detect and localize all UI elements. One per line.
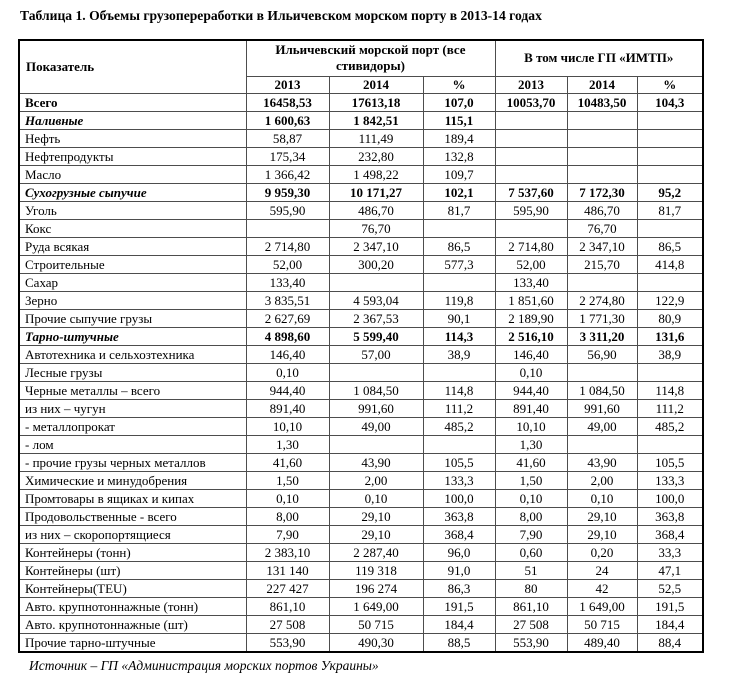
cell-port-2013: 8,00 xyxy=(246,507,329,525)
row-label: Химические и минудобрения xyxy=(19,471,246,489)
cell-imtp-percent: 100,0 xyxy=(637,489,703,507)
cell-port-percent: 368,4 xyxy=(423,525,495,543)
table-row xyxy=(19,183,703,201)
cell-port-2014: 2 367,53 xyxy=(329,309,423,327)
cell-port-2013: 58,87 xyxy=(246,129,329,147)
cell-imtp-2014: 3 311,20 xyxy=(567,327,637,345)
row-label: - лом xyxy=(19,435,246,453)
table-row xyxy=(19,147,703,165)
cell-port-2014: 1 842,51 xyxy=(329,111,423,129)
column-header-imtp-percent: % xyxy=(637,76,703,93)
cell-imtp-percent xyxy=(637,273,703,291)
cell-imtp-2013 xyxy=(495,111,567,129)
table-row xyxy=(19,165,703,183)
cell-imtp-2014 xyxy=(567,273,637,291)
cell-imtp-2013: 0,10 xyxy=(495,363,567,381)
cell-port-2013: 944,40 xyxy=(246,381,329,399)
row-label: Нефтепродукты xyxy=(19,147,246,165)
cell-port-percent: 363,8 xyxy=(423,507,495,525)
cell-imtp-2014 xyxy=(567,165,637,183)
cell-port-2013: 4 898,60 xyxy=(246,327,329,345)
cell-imtp-2014 xyxy=(567,111,637,129)
cell-imtp-2013: 133,40 xyxy=(495,273,567,291)
cell-port-2014: 991,60 xyxy=(329,399,423,417)
cell-imtp-2014 xyxy=(567,129,637,147)
table-row xyxy=(19,471,703,489)
cell-port-2014: 232,80 xyxy=(329,147,423,165)
cell-port-2014: 111,49 xyxy=(329,129,423,147)
cell-imtp-2013: 1,50 xyxy=(495,471,567,489)
cell-imtp-2014: 29,10 xyxy=(567,525,637,543)
cell-port-percent: 485,2 xyxy=(423,417,495,435)
cell-port-2014: 196 274 xyxy=(329,579,423,597)
cell-imtp-2013: 7,90 xyxy=(495,525,567,543)
cell-imtp-2013: 10,10 xyxy=(495,417,567,435)
cell-imtp-2013: 553,90 xyxy=(495,633,567,652)
cell-imtp-2014: 2 274,80 xyxy=(567,291,637,309)
table-row xyxy=(19,525,703,543)
column-group-port-all-stevedores: Ильичевский морской порт (все стивидоры) xyxy=(246,40,495,76)
cell-imtp-2014: 1 649,00 xyxy=(567,597,637,615)
row-label: Авто. крупнотоннажные (шт) xyxy=(19,615,246,633)
cell-port-percent: 105,5 xyxy=(423,453,495,471)
cell-imtp-percent: 88,4 xyxy=(637,633,703,652)
table-row xyxy=(19,237,703,255)
table-row xyxy=(19,633,703,652)
cell-imtp-percent: 80,9 xyxy=(637,309,703,327)
row-label: Сухогрузные сыпучие xyxy=(19,183,246,201)
cell-imtp-2013: 27 508 xyxy=(495,615,567,633)
group-header-row xyxy=(19,40,703,76)
cell-imtp-2014: 56,90 xyxy=(567,345,637,363)
cell-port-percent: 86,5 xyxy=(423,237,495,255)
cell-port-2014: 29,10 xyxy=(329,525,423,543)
cell-port-percent xyxy=(423,273,495,291)
cell-port-2013: 146,40 xyxy=(246,345,329,363)
cell-port-2014: 49,00 xyxy=(329,417,423,435)
cell-port-2014: 50 715 xyxy=(329,615,423,633)
cell-port-percent: 86,3 xyxy=(423,579,495,597)
cell-imtp-2014: 0,10 xyxy=(567,489,637,507)
cell-imtp-2014 xyxy=(567,363,637,381)
cell-port-2013: 133,40 xyxy=(246,273,329,291)
table-row xyxy=(19,219,703,237)
cell-imtp-percent: 363,8 xyxy=(637,507,703,525)
table-row xyxy=(19,291,703,309)
table-row xyxy=(19,561,703,579)
table-row xyxy=(19,201,703,219)
row-label: Руда всякая xyxy=(19,237,246,255)
cell-port-2013: 891,40 xyxy=(246,399,329,417)
cell-port-2013: 3 835,51 xyxy=(246,291,329,309)
row-label: Наливные xyxy=(19,111,246,129)
column-group-imtp: В том числе ГП «ИМТП» xyxy=(495,40,703,76)
cell-imtp-2014: 489,40 xyxy=(567,633,637,652)
cell-imtp-2014 xyxy=(567,435,637,453)
column-header-imtp-2014: 2014 xyxy=(567,76,637,93)
cell-port-percent: 90,1 xyxy=(423,309,495,327)
cell-port-2013: 1 600,63 xyxy=(246,111,329,129)
row-label: Черные металлы – всего xyxy=(19,381,246,399)
table-row xyxy=(19,255,703,273)
cell-imtp-2013 xyxy=(495,219,567,237)
cell-imtp-2014: 2 347,10 xyxy=(567,237,637,255)
cell-port-2013: 1 366,42 xyxy=(246,165,329,183)
cell-imtp-percent: 38,9 xyxy=(637,345,703,363)
cell-imtp-2013 xyxy=(495,147,567,165)
table-row xyxy=(19,381,703,399)
cell-imtp-2013 xyxy=(495,129,567,147)
cell-port-percent: 38,9 xyxy=(423,345,495,363)
cell-imtp-2013: 7 537,60 xyxy=(495,183,567,201)
cell-imtp-percent: 86,5 xyxy=(637,237,703,255)
cell-port-2013: 595,90 xyxy=(246,201,329,219)
cell-imtp-2013: 944,40 xyxy=(495,381,567,399)
cell-imtp-2014 xyxy=(567,147,637,165)
cell-imtp-percent xyxy=(637,165,703,183)
table-row xyxy=(19,597,703,615)
cell-port-2013: 131 140 xyxy=(246,561,329,579)
cell-imtp-2013: 1 851,60 xyxy=(495,291,567,309)
cell-port-2013: 861,10 xyxy=(246,597,329,615)
cell-imtp-percent: 114,8 xyxy=(637,381,703,399)
cell-port-2013: 1,30 xyxy=(246,435,329,453)
cell-imtp-percent: 485,2 xyxy=(637,417,703,435)
cell-port-2014: 300,20 xyxy=(329,255,423,273)
row-label: Кокс xyxy=(19,219,246,237)
cell-port-percent: 577,3 xyxy=(423,255,495,273)
row-label: из них – чугун xyxy=(19,399,246,417)
row-label: Нефть xyxy=(19,129,246,147)
cell-imtp-2014: 0,20 xyxy=(567,543,637,561)
table-row xyxy=(19,435,703,453)
cell-imtp-2014: 10483,50 xyxy=(567,93,637,111)
cell-port-2014: 29,10 xyxy=(329,507,423,525)
table-row xyxy=(19,615,703,633)
cell-imtp-percent: 111,2 xyxy=(637,399,703,417)
column-header-port-2013: 2013 xyxy=(246,76,329,93)
cell-port-2013: 175,34 xyxy=(246,147,329,165)
cell-port-2013: 16458,53 xyxy=(246,93,329,111)
row-label: Прочие сыпучие грузы xyxy=(19,309,246,327)
cell-imtp-2014: 43,90 xyxy=(567,453,637,471)
row-label: Лесные грузы xyxy=(19,363,246,381)
cell-port-percent xyxy=(423,435,495,453)
table-row xyxy=(19,345,703,363)
cell-port-percent: 81,7 xyxy=(423,201,495,219)
cell-port-2014: 76,70 xyxy=(329,219,423,237)
cell-port-percent: 100,0 xyxy=(423,489,495,507)
cell-port-2013: 227 427 xyxy=(246,579,329,597)
cell-port-2013: 52,00 xyxy=(246,255,329,273)
cell-port-percent: 191,5 xyxy=(423,597,495,615)
cell-port-percent: 114,8 xyxy=(423,381,495,399)
cell-imtp-2013: 1,30 xyxy=(495,435,567,453)
cell-imtp-2013: 52,00 xyxy=(495,255,567,273)
cell-imtp-percent: 191,5 xyxy=(637,597,703,615)
table-row xyxy=(19,309,703,327)
cell-port-percent: 96,0 xyxy=(423,543,495,561)
column-header-port-2014: 2014 xyxy=(329,76,423,93)
cell-port-2013: 2 627,69 xyxy=(246,309,329,327)
row-label: Промтовары в ящиках и кипах xyxy=(19,489,246,507)
cell-port-percent: 133,3 xyxy=(423,471,495,489)
cell-imtp-percent: 184,4 xyxy=(637,615,703,633)
cell-imtp-2013: 2 714,80 xyxy=(495,237,567,255)
cell-port-2013: 41,60 xyxy=(246,453,329,471)
table-row xyxy=(19,579,703,597)
cell-imtp-2014: 49,00 xyxy=(567,417,637,435)
cell-imtp-2013: 80 xyxy=(495,579,567,597)
row-label: Контейнеры(TEU) xyxy=(19,579,246,597)
cell-imtp-percent: 95,2 xyxy=(637,183,703,201)
cell-imtp-2013: 2 516,10 xyxy=(495,327,567,345)
cell-imtp-percent xyxy=(637,363,703,381)
cell-imtp-2013: 891,40 xyxy=(495,399,567,417)
table-row xyxy=(19,273,703,291)
row-label: Сахар xyxy=(19,273,246,291)
cell-port-percent: 132,8 xyxy=(423,147,495,165)
cell-imtp-percent: 47,1 xyxy=(637,561,703,579)
cell-imtp-percent xyxy=(637,147,703,165)
table-row xyxy=(19,489,703,507)
cell-port-2014: 119 318 xyxy=(329,561,423,579)
cell-imtp-2014: 29,10 xyxy=(567,507,637,525)
cell-imtp-percent: 105,5 xyxy=(637,453,703,471)
cell-imtp-2013: 10053,70 xyxy=(495,93,567,111)
cell-port-percent: 119,8 xyxy=(423,291,495,309)
cell-imtp-2013: 8,00 xyxy=(495,507,567,525)
cell-port-2013: 2 383,10 xyxy=(246,543,329,561)
row-label: - прочие грузы черных металлов xyxy=(19,453,246,471)
cell-imtp-2014: 486,70 xyxy=(567,201,637,219)
cell-port-2014: 17613,18 xyxy=(329,93,423,111)
cell-port-2014: 57,00 xyxy=(329,345,423,363)
cell-port-2014: 5 599,40 xyxy=(329,327,423,345)
table-row xyxy=(19,363,703,381)
cell-port-percent: 109,7 xyxy=(423,165,495,183)
cell-imtp-2013: 41,60 xyxy=(495,453,567,471)
cell-port-2013: 0,10 xyxy=(246,363,329,381)
row-label: Тарно-штучные xyxy=(19,327,246,345)
row-label: Уголь xyxy=(19,201,246,219)
cell-imtp-2014: 24 xyxy=(567,561,637,579)
cell-port-2013: 7,90 xyxy=(246,525,329,543)
row-label: Контейнеры (шт) xyxy=(19,561,246,579)
cell-imtp-2013 xyxy=(495,165,567,183)
cell-port-2014: 486,70 xyxy=(329,201,423,219)
cell-port-2014: 43,90 xyxy=(329,453,423,471)
cell-port-percent: 102,1 xyxy=(423,183,495,201)
table-row xyxy=(19,507,703,525)
cell-imtp-2014: 1 771,30 xyxy=(567,309,637,327)
table-title: Таблица 1. Объемы грузопереработки в Ильичевском морском порту в 2013-14 годах xyxy=(20,8,542,23)
cell-imtp-2014: 2,00 xyxy=(567,471,637,489)
cell-imtp-percent: 368,4 xyxy=(637,525,703,543)
source-note: Источник – ГП «Администрация морских портов Украины» xyxy=(29,657,379,673)
column-header-indicator: Показатель xyxy=(19,40,246,93)
row-label: Продовольственные - всего xyxy=(19,507,246,525)
cell-port-2014: 10 171,27 xyxy=(329,183,423,201)
cell-port-percent: 107,0 xyxy=(423,93,495,111)
row-label: Авто. крупнотоннажные (тонн) xyxy=(19,597,246,615)
table-row xyxy=(19,327,703,345)
row-label: - металлопрокат xyxy=(19,417,246,435)
cell-port-2014: 1 498,22 xyxy=(329,165,423,183)
cell-port-percent: 88,5 xyxy=(423,633,495,652)
row-label: Контейнеры (тонн) xyxy=(19,543,246,561)
cell-imtp-2014: 991,60 xyxy=(567,399,637,417)
row-label: Автотехника и сельхозтехника xyxy=(19,345,246,363)
cell-imtp-percent: 52,5 xyxy=(637,579,703,597)
cell-port-percent: 114,3 xyxy=(423,327,495,345)
row-label: Всего xyxy=(19,93,246,111)
cell-port-2014: 0,10 xyxy=(329,489,423,507)
cell-imtp-percent: 414,8 xyxy=(637,255,703,273)
row-label: Масло xyxy=(19,165,246,183)
cell-imtp-percent: 104,3 xyxy=(637,93,703,111)
cell-imtp-2013: 0,10 xyxy=(495,489,567,507)
cell-imtp-percent xyxy=(637,129,703,147)
cell-port-percent: 111,2 xyxy=(423,399,495,417)
row-label: из них – скоропортящиеся xyxy=(19,525,246,543)
cell-port-2014 xyxy=(329,273,423,291)
cell-port-2013: 2 714,80 xyxy=(246,237,329,255)
cell-port-2013: 10,10 xyxy=(246,417,329,435)
table-row xyxy=(19,543,703,561)
cell-port-2013: 27 508 xyxy=(246,615,329,633)
cell-port-2014: 2,00 xyxy=(329,471,423,489)
cell-imtp-2013: 51 xyxy=(495,561,567,579)
column-header-imtp-2013: 2013 xyxy=(495,76,567,93)
cell-port-2014: 2 347,10 xyxy=(329,237,423,255)
cell-port-percent: 115,1 xyxy=(423,111,495,129)
cell-imtp-2014: 50 715 xyxy=(567,615,637,633)
cell-port-2014: 4 593,04 xyxy=(329,291,423,309)
cell-imtp-percent: 133,3 xyxy=(637,471,703,489)
cell-port-2014: 2 287,40 xyxy=(329,543,423,561)
row-label: Строительные xyxy=(19,255,246,273)
cell-port-2014 xyxy=(329,363,423,381)
cell-port-2014: 490,30 xyxy=(329,633,423,652)
cell-port-2013: 9 959,30 xyxy=(246,183,329,201)
row-label: Зерно xyxy=(19,291,246,309)
cell-port-percent xyxy=(423,219,495,237)
cell-port-2013 xyxy=(246,219,329,237)
cell-imtp-2014: 7 172,30 xyxy=(567,183,637,201)
cell-imtp-2014: 1 084,50 xyxy=(567,381,637,399)
cargo-volumes-table xyxy=(18,39,704,653)
cell-port-2013: 553,90 xyxy=(246,633,329,652)
cell-imtp-2013: 861,10 xyxy=(495,597,567,615)
cell-port-percent xyxy=(423,363,495,381)
cell-imtp-2013: 595,90 xyxy=(495,201,567,219)
cell-port-percent: 189,4 xyxy=(423,129,495,147)
cell-imtp-percent xyxy=(637,435,703,453)
cell-imtp-percent: 131,6 xyxy=(637,327,703,345)
cell-imtp-percent: 81,7 xyxy=(637,201,703,219)
cell-imtp-percent xyxy=(637,111,703,129)
cell-imtp-percent: 122,9 xyxy=(637,291,703,309)
table-row xyxy=(19,111,703,129)
table-row xyxy=(19,93,703,111)
cell-port-percent: 91,0 xyxy=(423,561,495,579)
cell-port-2014: 1 649,00 xyxy=(329,597,423,615)
cell-port-percent: 184,4 xyxy=(423,615,495,633)
cell-imtp-2013: 2 189,90 xyxy=(495,309,567,327)
row-label: Прочие тарно-штучные xyxy=(19,633,246,652)
cell-port-2014 xyxy=(329,435,423,453)
table-row xyxy=(19,453,703,471)
cell-port-2013: 1,50 xyxy=(246,471,329,489)
cell-port-2013: 0,10 xyxy=(246,489,329,507)
cell-port-2014: 1 084,50 xyxy=(329,381,423,399)
cell-imtp-2014: 42 xyxy=(567,579,637,597)
cell-imtp-2014: 215,70 xyxy=(567,255,637,273)
table-row xyxy=(19,399,703,417)
cell-imtp-2013: 146,40 xyxy=(495,345,567,363)
table-row xyxy=(19,129,703,147)
table-row xyxy=(19,417,703,435)
cell-imtp-percent: 33,3 xyxy=(637,543,703,561)
cell-imtp-2014: 76,70 xyxy=(567,219,637,237)
column-header-port-percent: % xyxy=(423,76,495,93)
cell-imtp-2013: 0,60 xyxy=(495,543,567,561)
cell-imtp-percent xyxy=(637,219,703,237)
